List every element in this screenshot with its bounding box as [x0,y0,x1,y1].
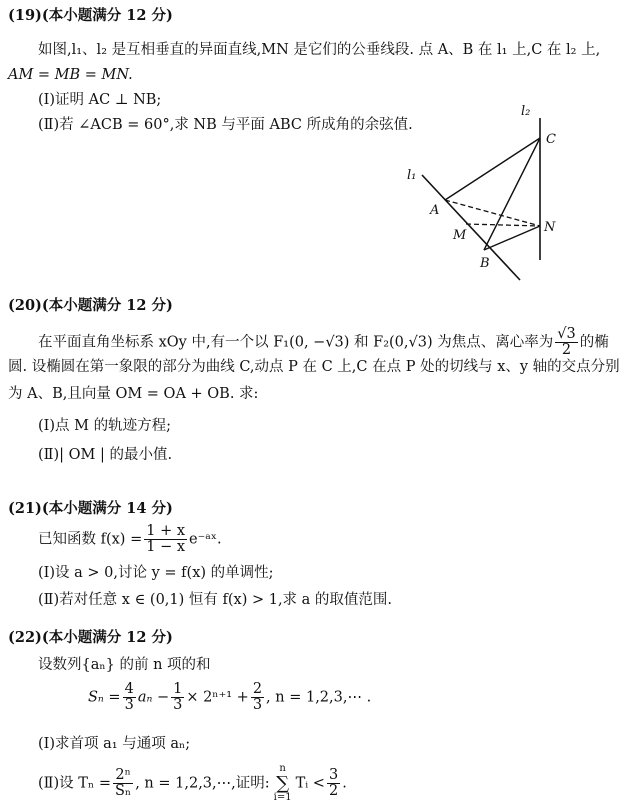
tn-num: 2ⁿ [113,768,133,784]
q20-text-a: 在平面直角坐标系 xOy 中,有一个以 F₁(0, −√3) 和 F₂(0,√3) 为焦点、离心率为 [38,335,553,351]
q20-statement-line2: 圆. 设椭圆在第一象限的部分为曲线 C,动点 P 在 C 上,C 在点 P 处的切线与 x、y 轴的交点分别 [8,359,620,376]
q19-part2: (Ⅱ)若 ∠ACB = 60°,求 NB 与平面 ABC 所成角的余弦值. [38,117,413,134]
frac-1-3 [171,682,184,713]
formula-mid1: aₙ − [138,690,169,706]
q19-header: (19)(本小题满分 12 分) [8,8,173,25]
q20-part2: (Ⅱ)| OM | 的最小值. [38,447,172,464]
frac-1-3-den: 3 [171,698,184,713]
q20-text-b: 的椭 [580,335,609,351]
sum-upper: n [272,764,294,775]
formula-mid2: × 2ⁿ⁺¹ + [186,690,248,706]
segment-AN [445,200,540,226]
q22-part1: (Ⅰ)求首项 a₁ 与通项 aₙ; [38,736,190,753]
q19-geometry-figure [400,100,580,285]
q21-part2: (Ⅱ)若对任意 x ∈ (0,1) 恒有 f(x) > 1,求 a 的取值范围. [38,592,392,609]
label-l1: l₁ [407,168,416,183]
segment-BN [484,226,540,250]
q20-statement-line3: 为 A、B,且向量 OM = OA + OB. 求: [8,386,258,403]
label-A: A [430,203,439,218]
label-C: C [546,132,556,147]
three-halves-den: 2 [327,784,340,799]
q22-part2-d: . [342,776,347,792]
frac-2-3-den: 3 [251,698,264,713]
q21-fraction [144,524,187,555]
segment-MN [466,224,540,226]
tn-fraction [113,768,133,799]
summation-symbol: n ∑ i=1 [272,764,294,803]
q21-text-a: 已知函数 f(x) = [38,532,142,548]
q19-statement-line2: AM = MB = MN. [8,67,133,84]
sum-lower: i=1 [272,793,294,803]
q19-statement-line1: 如图,l₁、l₂ 是互相垂直的异面直线,MN 是它们的公垂线段. 点 A、B 在 l₁ 上,C 在 l₂ 上, [38,42,600,59]
q22-part2-b: , n = 1,2,3,⋯,证明: [135,776,269,792]
line-l1 [422,175,520,280]
q22-statement: 设数列{aₙ} 的前 n 项的和 [38,657,211,674]
frac-1-3-num: 1 [171,682,184,698]
q22-part2-c: Tᵢ < [296,776,325,792]
sn-lhs: Sₙ = [88,690,121,706]
q21-denominator: 1 − x [144,540,187,555]
q19-part1: (Ⅰ)证明 AC ⊥ NB; [38,92,161,109]
frac-2-3 [251,682,264,713]
q21-header: (21)(本小题满分 14 分) [8,501,173,518]
frac-4-3 [123,682,136,713]
ecc-denominator: 2 [555,343,577,358]
q22-part2-a: (Ⅱ)设 Tₙ = [38,776,111,792]
q22-formula [88,682,371,713]
q22-header: (22)(本小题满分 12 分) [8,630,173,647]
eccentricity-fraction [555,327,577,358]
q20-statement-line1 [38,327,609,358]
q20-part1: (Ⅰ)点 M 的轨迹方程; [38,418,171,435]
q21-part1: (Ⅰ)设 a > 0,讨论 y = f(x) 的单调性; [38,565,274,582]
label-M: M [453,228,466,243]
segment-BC [484,138,540,250]
label-l2: l₂ [521,104,530,119]
formula-tail: , n = 1,2,3,⋯ . [266,690,371,706]
q21-statement [38,524,222,555]
three-halves [327,768,340,799]
q20-header: (20)(本小题满分 12 分) [8,298,173,315]
ecc-numerator: √3 [555,327,577,343]
segment-AC [445,138,540,200]
q22-part2 [38,764,347,803]
tn-den: Sₙ [113,784,133,799]
label-N: N [544,220,555,235]
frac-2-3-num: 2 [251,682,264,698]
q21-text-b: e⁻ᵃˣ. [189,532,222,548]
frac-4-3-num: 4 [123,682,136,698]
frac-4-3-den: 3 [123,698,136,713]
q21-numerator: 1 + x [144,524,187,540]
three-halves-num: 3 [327,768,340,784]
label-B: B [480,256,490,271]
